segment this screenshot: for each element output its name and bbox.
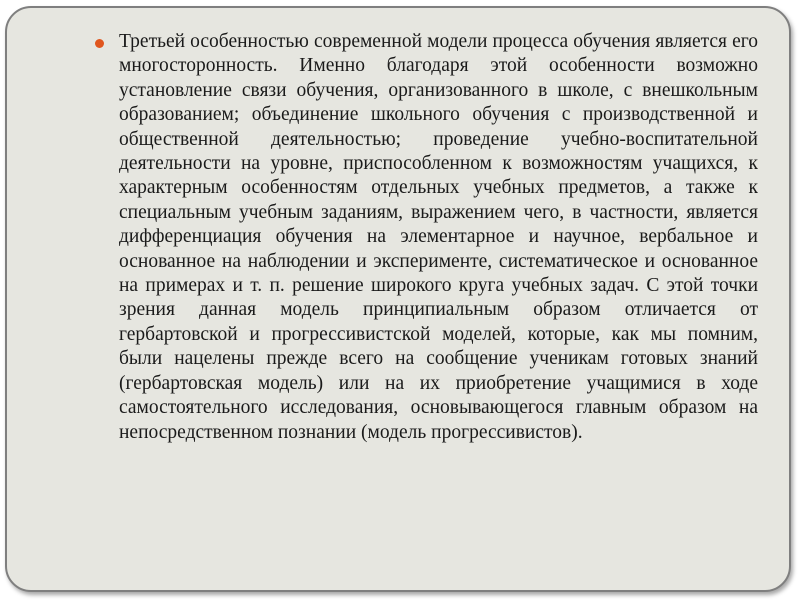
- bullet-text: Третьей особенностью современной модели процесса обучения является его многосторонность. Именно благодаря этой особенности возможно установление связи обучения, организованного в школе, с внешкольным образованием; объединение школьного обучения с производственной и общественной деятельностью; проведение учебно-воспитательной деятельности на уровне, приспособленном к возможностям учащихся, к характерным особенностям отдельных учебных предметов, а также к специальным учебным заданиям, выражением чего, в частности, является дифференциация обучения на элементарное и научное, вербальное и основанное на наблюдении и эксперименте, систематическое и основанное на примерах и т. п. решение широкого круга учебных задач. С этой точки зрения данная модель принципиальным образом отличается от гербартовской и прогрессивистской моделей, которые, как мы помним, были нацелены прежде всего на сообщение ученикам готовых знаний (гербартовская модель) или на их приобретение учащимися в ходе самостоятельного исследования, основывающегося главным образом на непосредственном познании (модель прогрессивистов).: [119, 31, 758, 443]
- bullet-item: [95, 30, 758, 445]
- bullet-dot-icon: [95, 39, 104, 48]
- slide-content: [95, 30, 758, 445]
- slide-frame: [5, 6, 791, 592]
